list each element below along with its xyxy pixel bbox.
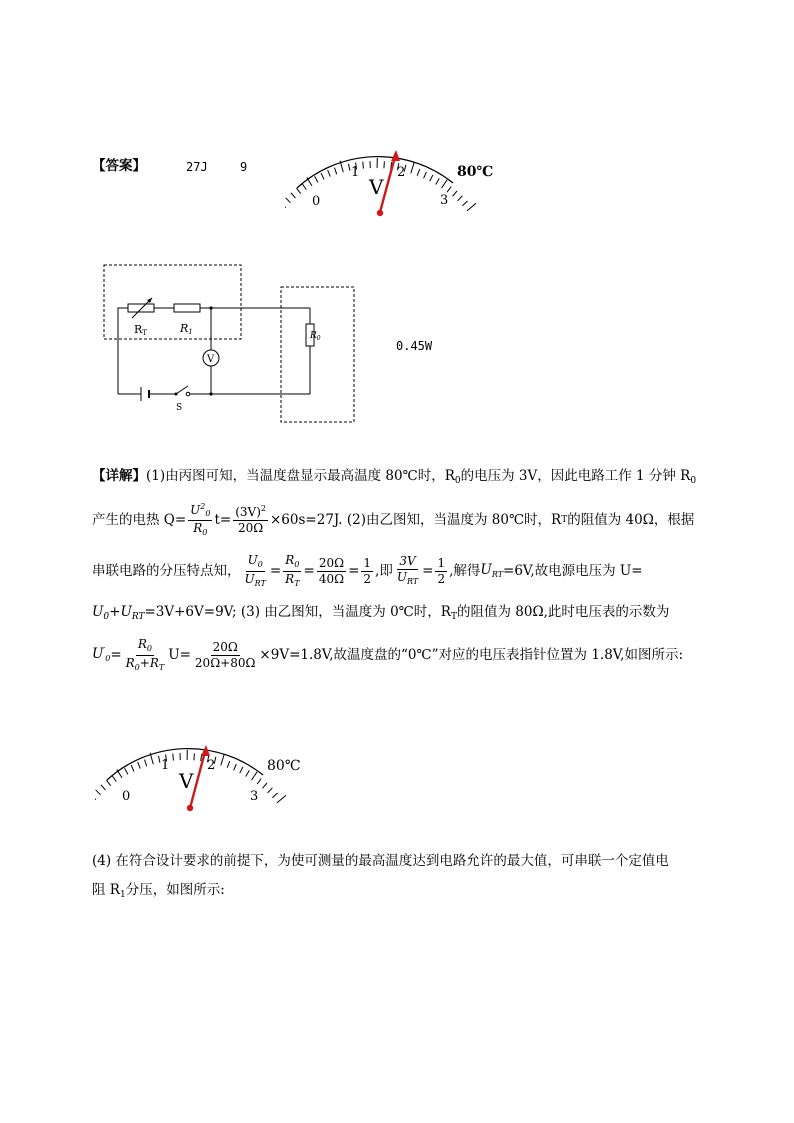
meter-tick [417,169,420,176]
sensor-dashed-box [104,265,241,339]
meter-tick [101,785,106,790]
meter-tick [159,756,160,763]
power-answer: 0.45W [396,339,433,353]
r0-dashed-box [281,287,354,422]
meter-tick [234,764,237,770]
scale2-label-3: 3 [250,789,259,804]
meter-tick [430,175,433,181]
scale2-label-1: 1 [161,758,170,773]
meter-tick [272,793,277,798]
r1-label: R1 [180,322,193,336]
meter-tick [286,198,291,203]
detail-line-2: 产生的电热 Q= $\frac{U^2_0}{R_0}$ t= $\frac{(3V)^2}{20\Omega}$ ×60s=27J. (2)由乙图知，当温度为 80℃时，R T 的阻值为 40Ω，根据 [92,502,695,537]
meter-tick [194,753,195,760]
thermistor-rt [128,304,154,312]
detail-line-1: 【详解】(1)由丙图可知，当温度盘显示最高温度 80℃时，$R_0$的电压为 3V，因此电路工作 1 分钟 $R_0$ [92,468,697,486]
meter-tick [240,767,243,773]
meter-tick [145,760,147,767]
meter-tick [442,180,448,188]
meter-tick [424,172,427,178]
meter-tick [411,162,415,173]
part4-line-2: 阻 $R_1$分压，如图所示: [92,882,225,900]
meter-tick [252,772,258,780]
meter-tick [453,191,458,196]
meter-tick [384,161,385,168]
meter-tick [458,196,463,201]
meter-tick [112,776,116,782]
meter2-unit-v: V [179,769,194,793]
detail-label: 【详解】 [92,468,146,484]
r0-label: $R_0$ [310,331,321,342]
meter-tick [263,783,268,788]
meter-tick [436,179,440,185]
meter-tick [328,170,331,177]
meter-tick [447,187,451,193]
voltmeter-label: V [207,354,215,365]
scale-label-1: 1 [351,165,360,180]
meter-tick [125,768,128,774]
scale-label-2: 2 [397,165,406,180]
meter-tick [96,790,101,795]
meter-tick [257,779,261,785]
scale2-label-0: 0 [122,789,131,804]
detail-line-4: $U_0+U_{RT}=3V+6V=9V$; (3) 由乙图知，当温度为 0℃时，$R_T$的阻值为 80Ω,此时电压表的示数为 [92,604,670,622]
meter-tick [227,761,230,768]
answer-value-1: 27J [186,160,208,174]
rt-label: RT [134,323,147,337]
meter-tick [302,184,306,190]
meter-tick [138,762,141,769]
answer-label: 【答案】 [92,158,146,174]
circuit-diagram [96,262,366,427]
scale2-label-2: 2 [207,758,216,773]
meter-tick [291,193,296,198]
part4-line-1: (4) 在符合设计要求的前提下，为使可测量的最高温度达到电路允许的最大值，可串联一个定值电 [92,853,669,869]
detail-line-5: $U'_0$ = $\frac{R_0}{R_0+R_T}$ U= $\frac{20\Omega}{20\Omega+80\Omega}$ ×9V=1.8V,故温度盘的“0℃”对应的电压表指针位置为 1.8V,如图所示: [92,637,684,672]
meter-tick [95,792,96,800]
needle2-pivot [187,805,193,811]
meter-tick [173,754,174,761]
meter2-temp-label: 80℃ [267,758,301,774]
meter-tick [277,795,286,803]
meter-tick [321,173,324,179]
meter-tick [246,771,250,777]
temperature-meter-dial [285,128,515,223]
meter-tick [335,168,337,175]
meter-tick [363,162,364,169]
meter-tick [131,765,134,771]
meter-tick [268,788,273,793]
meter-tick [297,188,301,194]
meter-tick [467,203,476,211]
scale-label-3: 3 [440,193,449,208]
detail-line-3: 串联电路的分压特点知， $\frac{U_0}{U_{RT}}$ = $\frac{R_0}{R_T}$ = $\frac{20\Omega}{40\Omega}$ = $\frac{1}{2}$ ,即 $\frac{3V}{U_{RT}}$ = $\frac{1}{2}$ ,解得 $U_{RT}$ =6V,故电源电压为 U= [92,553,643,588]
meter-tick [315,176,318,182]
meter-tick [107,780,111,786]
scale-label-0: 0 [312,194,321,209]
meter-tick [349,164,350,171]
meter-tick [285,200,286,208]
meter-tick [221,754,225,765]
needle-arrowhead [391,150,400,161]
meter-temp-label: 80℃ [457,164,494,180]
temperature-meter-dial-2 [95,720,325,815]
resistor-r1 [174,304,200,312]
answer-value-2: 9 [240,160,248,174]
meter-tick [462,201,467,206]
needle-pivot [377,210,383,216]
switch-label: S [176,403,183,413]
meter-unit-v: V [369,175,384,199]
